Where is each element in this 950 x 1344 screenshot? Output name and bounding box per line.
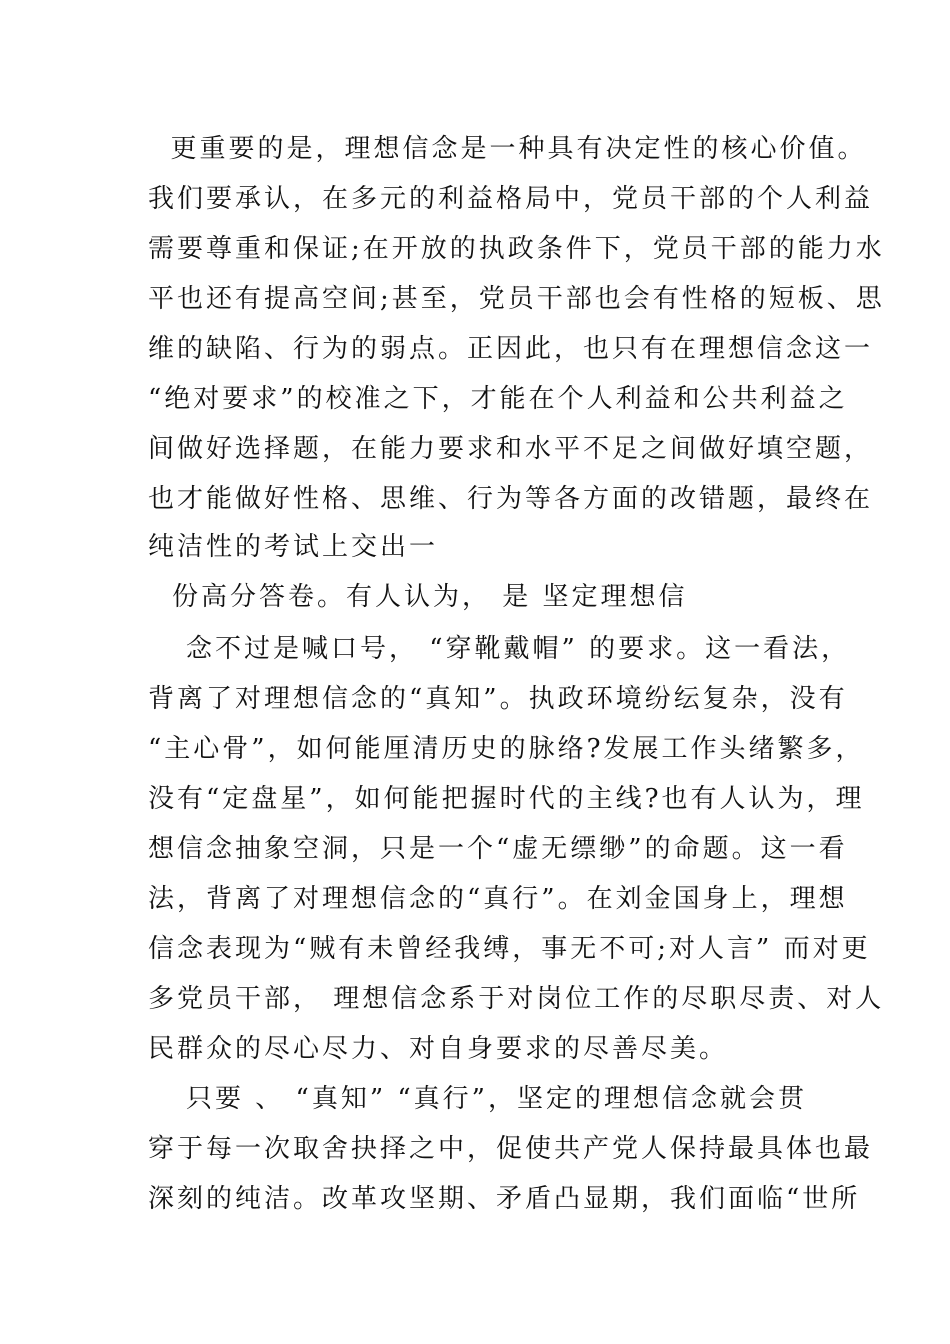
text-line: 维的缺陷、行为的弱点。正因此，也只有在理想信念这一 <box>148 334 874 364</box>
text-line: 民群众的尽心尽力、对自身要求的尽善尽美。 <box>148 1034 729 1064</box>
text-line: 多党员干部， 理想信念系于对岗位工作的尽职尽责、对人 <box>148 984 885 1014</box>
text-line: 纯洁性的考试上交出一 <box>148 532 439 562</box>
text-line: 念不过是喊口号， “穿靴戴帽” 的要求。这一看法， <box>186 634 851 664</box>
text-line: 没有“定盘星”，如何能把握时代的主线?也有人认为，理 <box>148 784 865 814</box>
text-line: 份高分答卷。有人认为， 是 坚定理想信 <box>172 582 688 612</box>
text-line: 更重要的是，理想信念是一种具有决定性的核心价值。 <box>148 134 867 164</box>
text-line: 也才能做好性格、思维、行为等各方面的改错题，最终在 <box>148 484 874 514</box>
text-line: 穿于每一次取舍抉择之中，促使共产党人保持最具体也最 <box>148 1134 874 1164</box>
text-line: 法，背离了对理想信念的“真行”。在刘金国身上，理想 <box>148 884 848 914</box>
text-line: 深刻的纯洁。改革攻坚期、矛盾凸显期，我们面临“世所 <box>148 1184 861 1214</box>
text-line: “绝对要求”的校准之下，才能在个人利益和公共利益之 <box>148 384 848 414</box>
text-line: 想信念抽象空洞，只是一个“虚无缥缈”的命题。这一看 <box>148 834 848 864</box>
text-line: 信念表现为“贼有未曾经我缚，事无不可;对人言” 而对更 <box>148 934 871 964</box>
text-line: 需要尊重和保证;在开放的执政条件下，党员干部的能力水 <box>148 234 885 264</box>
text-line: 只要 、 “真知” “真行”，坚定的理想信念就会贯 <box>186 1084 807 1114</box>
text-line: 间做好选择题，在能力要求和水平不足之间做好填空题， <box>148 434 874 464</box>
text-line: 背离了对理想信念的“真知”。执政环境纷纭复杂，没有 <box>148 684 848 714</box>
text-line: “主心骨”，如何能厘清历史的脉络?发展工作头绪繁多， <box>148 734 865 764</box>
text-line: 平也还有提高空间;甚至，党员干部也会有性格的短板、思 <box>148 284 885 314</box>
text-line: 我们要承认，在多元的利益格局中，党员干部的个人利益 <box>148 184 874 214</box>
